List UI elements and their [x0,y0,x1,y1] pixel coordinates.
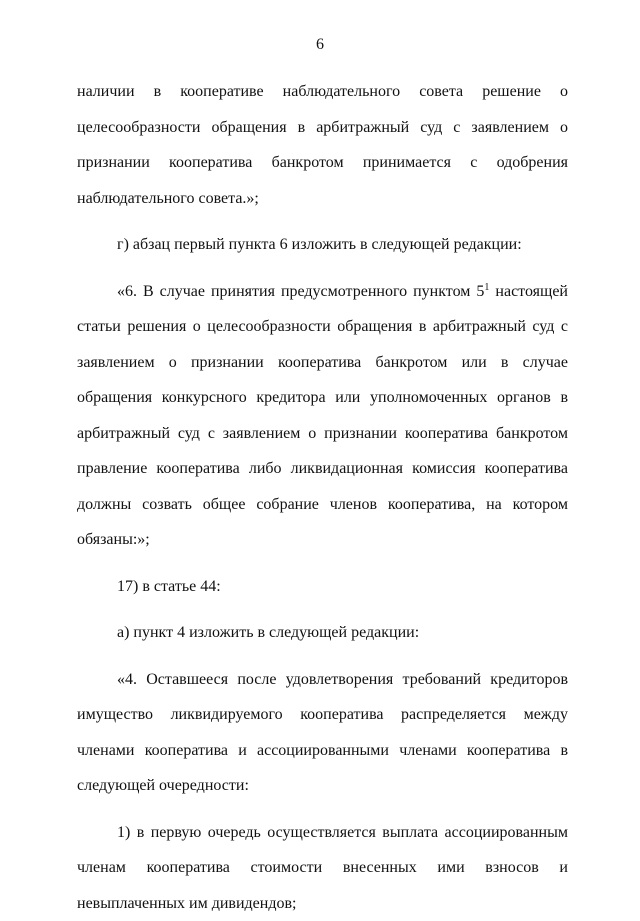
paragraph-amendment-g: г) абзац первый пункта 6 изложить в следующей редакции: [77,227,568,263]
paragraph-amendment-a: а) пункт 4 изложить в следующей редакции: [77,615,568,651]
page-number: 6 [0,36,640,54]
document-body [77,74,568,921]
paragraph-clause-6 [77,274,568,558]
clause-6-lead: «6. В случае принятия предусмотренного пунктом 5 [117,283,484,300]
paragraph-continuation: наличии в кооперативе наблюдательного совета решение о целесообразности обращения в арбитражный суд с заявлением о признании кооператива банкротом принимается с одобрения наблюдательного совета.»; [77,74,568,216]
paragraph-item-1: 1) в первую очередь осуществляется выплата ассоциированным членам кооператива стоимости внесенных ими взносов и невыплаченных им дивидендов; [77,815,568,921]
paragraph-clause-4: «4. Оставшееся после удовлетворения требований кредиторов имущество ликвидируемого кооператива распределяется между членами кооператива и ассоциированными членами кооператива в следующей очередности: [77,662,568,804]
clause-6-superscript: 1 [484,282,489,293]
paragraph-article-44: 17) в статье 44: [77,569,568,605]
clause-6-rest: настоящей статьи решения о целесообразности обращения в арбитражный суд с заявлением о признании кооператива банкротом или в случае обращения конкурсного кредитора или уполномоченных органов в арбитражный суд с заявлением о признании кооператива банкротом правление кооператива либо ликвидационная комиссия кооператива должны созвать общее собрание членов кооператива, на котором обязаны:»; [77,283,568,549]
